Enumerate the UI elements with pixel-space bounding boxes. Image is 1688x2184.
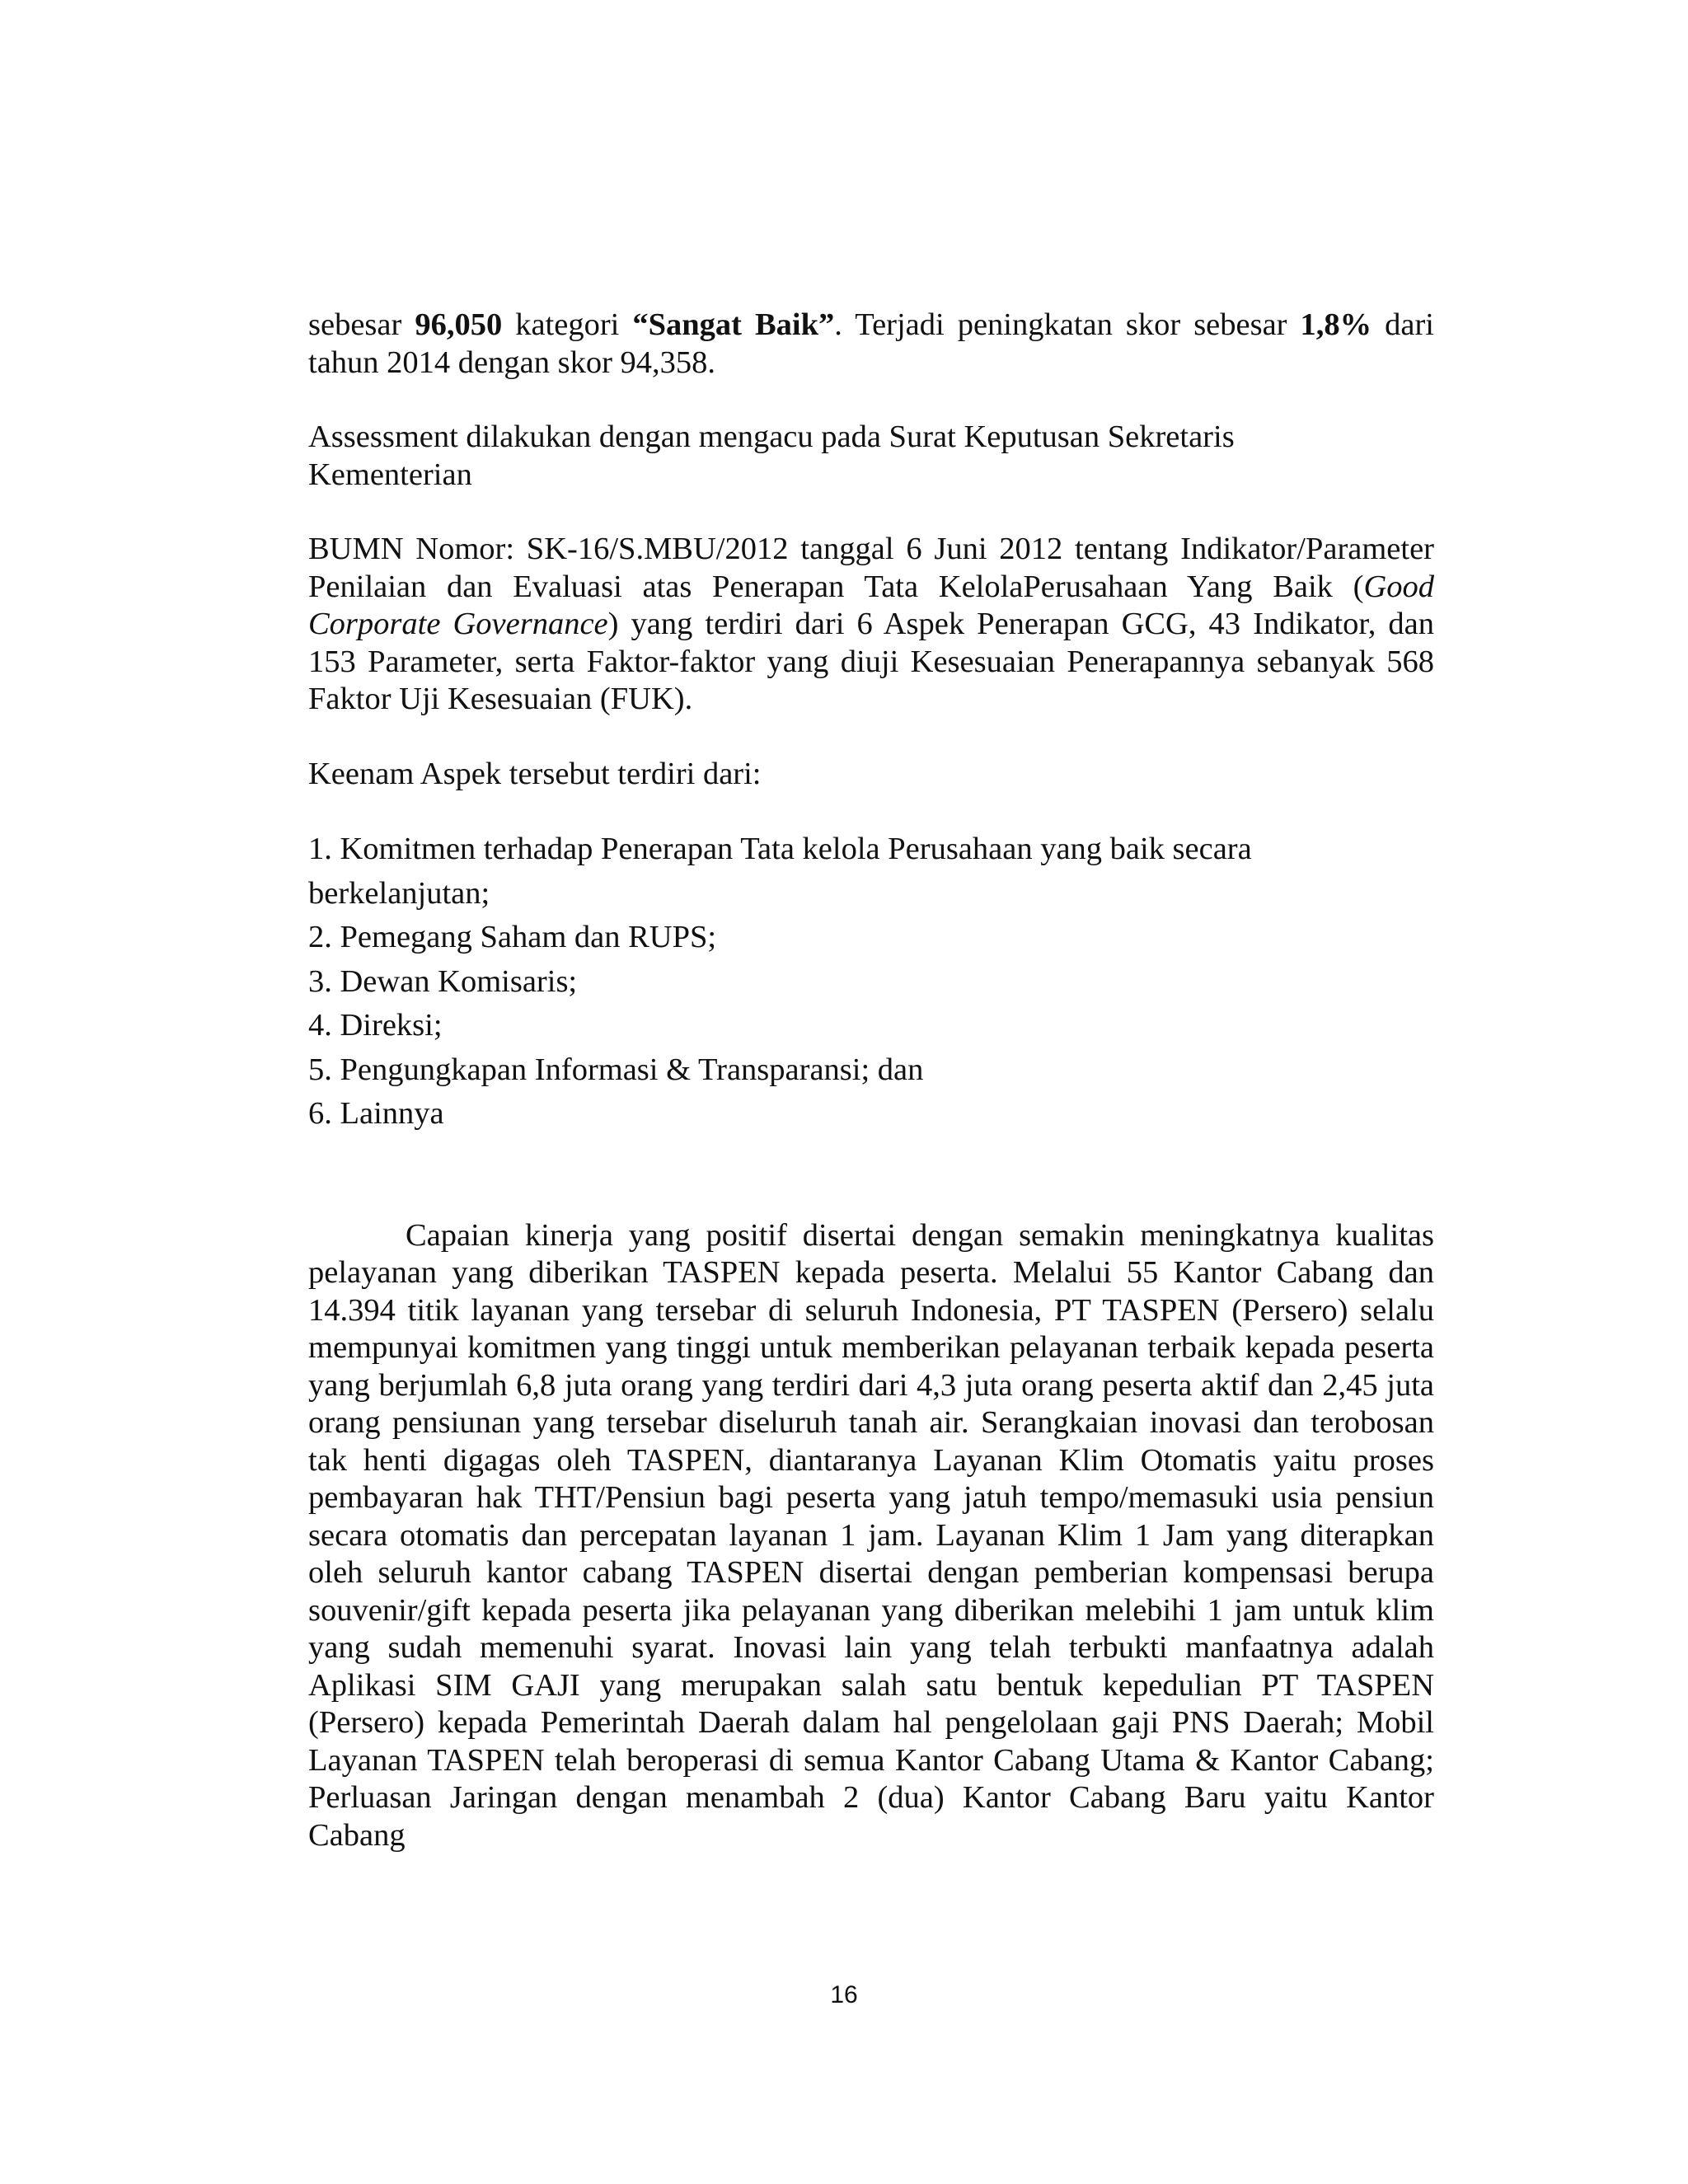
text-span: . Terjadi peningkatan skor sebesar xyxy=(834,307,1301,342)
list-item: berkelanjutan; xyxy=(308,875,490,911)
list-item: 1. Komitmen terhadap Penerapan Tata kelola Perusahaan yang baik secara xyxy=(308,832,1252,866)
text-span: ) yang terdiri dari 6 Aspek Penerapan GCG, 43 Indikator, dan 153 Parameter, serta Faktor-faktor yang diuji Kesesuaian Penerapannya sebanyak 568 Faktor Uji Kesesuaian (FUK). xyxy=(308,607,1434,716)
increase-value: 1,8% xyxy=(1300,307,1372,342)
paragraph-performance: Capaian kinerja yang positif disertai dengan semakin meningkatnya kualitas pelayanan yang diberikan TASPEN kepada peserta. Melalui 55 Kantor Cabang dan 14.394 titik layanan yang tersebar di seluruh Indonesia, PT TASPEN (Persero) selalu mempunyai komitmen yang tinggi untuk memberikan pelayanan terbaik kepada peserta yang berjumlah 6,8 juta orang yang terdiri dari 4,3 juta orang peserta aktif dan 2,45 juta orang pensiunan yang tersebar diseluruh tanah air. Serangkaian inovasi dan terobosan tak henti digagas oleh TASPEN, diantaranya Layanan Klim Otomatis yaitu proses pembayaran hak THT/Pensiun bagi peserta yang jatuh tempo/memasuki usia pensiun secara otomatis dan percepatan layanan 1 jam. Layanan Klim 1 Jam yang diterapkan oleh seluruh kantor cabang TASPEN disertai dengan pemberian kompensasi berupa souvenir/gift kepada peserta jika pelayanan yang diberikan melebihi 1 jam untuk klim yang sudah memenuhi syarat. Inovasi lain yang telah terbukti manfaatnya adalah Aplikasi SIM GAJI yang merupakan salah satu bentuk kepedulian PT TASPEN (Persero) kepada Pemerintah Daerah dalam hal pengelolaan gaji PNS Daerah; Mobil Layanan TASPEN telah beroperasi di semua Kantor Cabang Utama & Kantor Cabang; Perluasan Jaringan dengan menambah 2 (dua) Kantor Cabang Baru yaitu Kantor Cabang xyxy=(308,1217,1434,1853)
text-line: Kementerian xyxy=(308,457,472,492)
list-item: 2. Pemegang Saham dan RUPS; xyxy=(308,920,717,954)
text-span: sebesar xyxy=(308,307,415,342)
text-line: Assessment dilakukan dengan mengacu pada Surat Keputusan Sekretaris xyxy=(308,419,1235,454)
page-body xyxy=(308,307,1434,1854)
list-item: 4. Direksi; xyxy=(308,1008,443,1043)
paragraph-score xyxy=(308,307,1434,382)
gcg-term: Good Corporate Governance xyxy=(308,569,1434,641)
text-span: dari tahun 2014 dengan skor 94,358. xyxy=(308,307,1434,380)
paragraph-aspects-intro: Keenam Aspek tersebut terdiri dari: xyxy=(308,756,762,791)
text-span: BUMN Nomor: SK-16/S.MBU/2012 tanggal 6 Juni 2012 tentang Indikator/Parameter Penilaian dan Evaluasi atas Penerapan Tata KelolaPerusahaan Yang Baik ( xyxy=(308,532,1434,604)
page-number: 16 xyxy=(830,1981,858,2008)
aspects-list xyxy=(308,827,1434,1137)
list-item: 5. Pengungkapan Informasi & Transparansi; dan xyxy=(308,1052,924,1087)
score-value: 96,050 xyxy=(415,307,503,342)
paragraph-regulation xyxy=(308,531,1434,719)
text-span: kategori xyxy=(502,307,633,342)
category-value: “Sangat Baik” xyxy=(632,307,835,342)
list-item: 6. Lainnya xyxy=(308,1096,444,1131)
paragraph-assessment xyxy=(308,419,1434,494)
list-item: 3. Dewan Komisaris; xyxy=(308,963,578,999)
